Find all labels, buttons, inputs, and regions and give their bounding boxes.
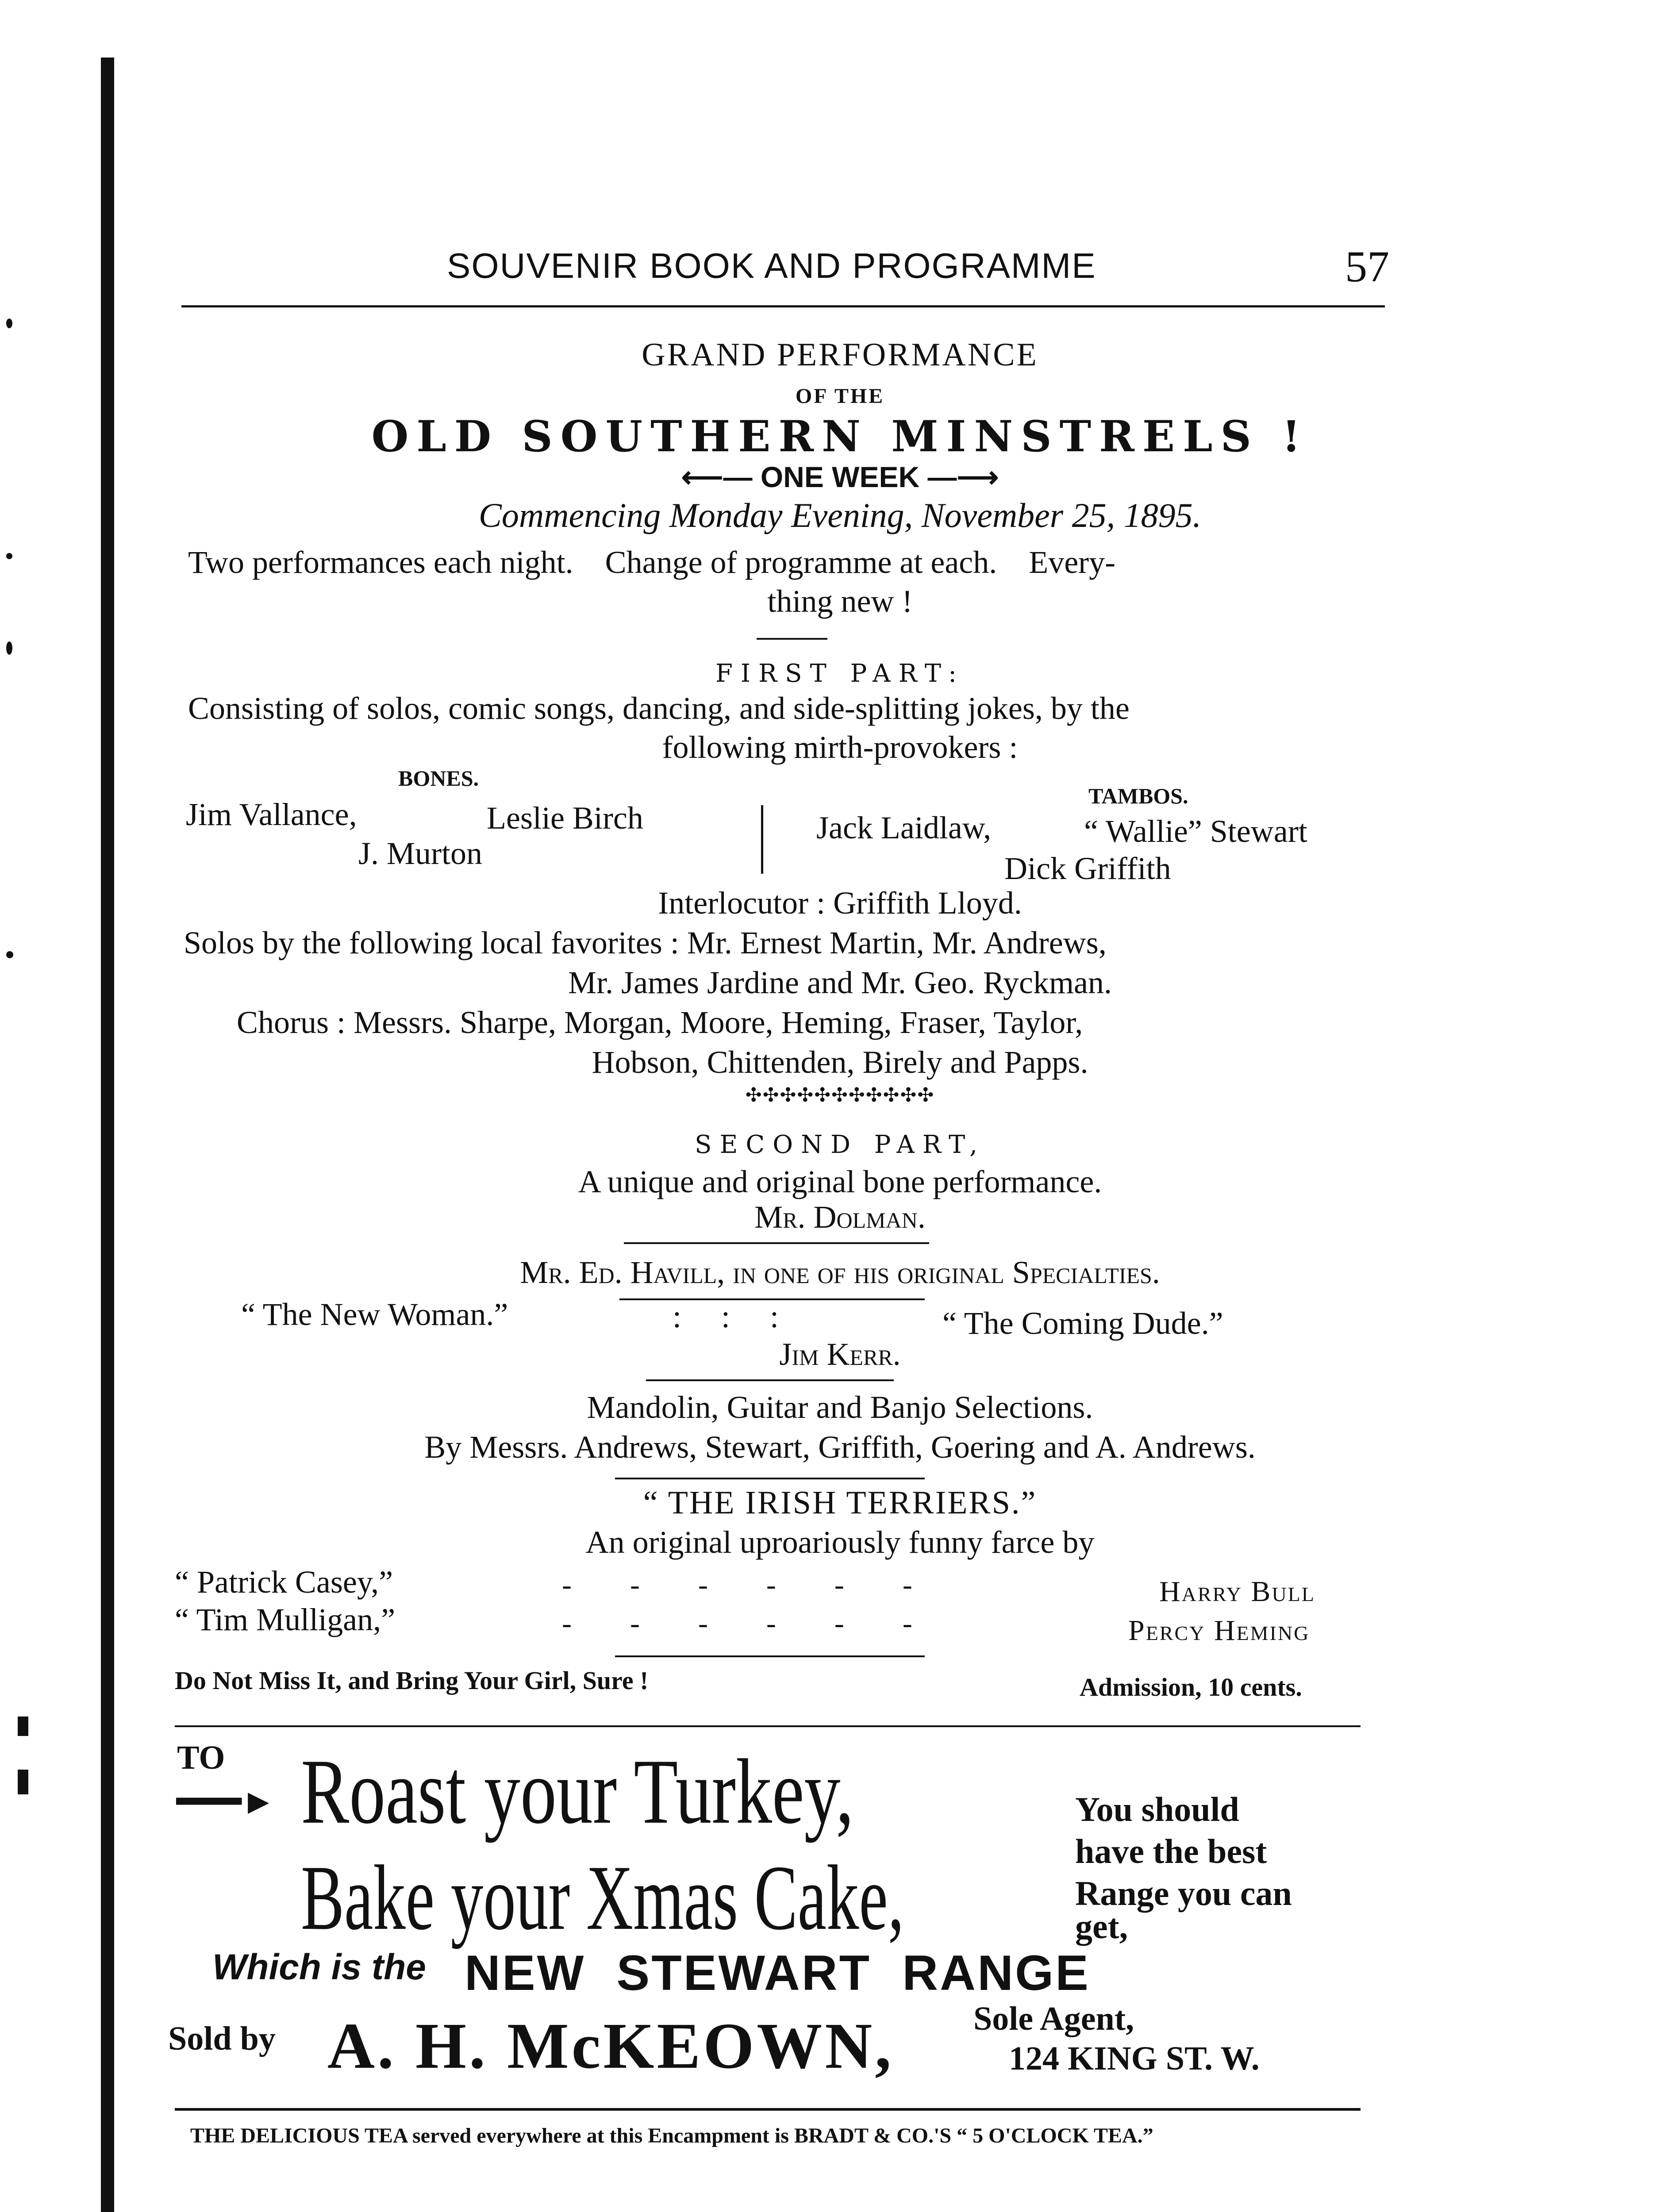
role-tim-mulligan: “ Tim Mulligan,”	[175, 1602, 396, 1637]
colon-separators: : : :	[673, 1299, 779, 1334]
solos-line-2: Mr. James Jardine and Mr. Geo. Ryckman.	[568, 965, 1112, 1000]
ad-bake-line	[301, 1845, 1163, 1951]
bones-name-2: Leslie Birch	[487, 800, 643, 836]
admission-price: Admission, 10 cents.	[1080, 1673, 1302, 1701]
bones-label: BONES.	[398, 766, 479, 791]
schedule-line-2: thing new !	[767, 584, 913, 619]
left-arrow-icon: ⟵—	[681, 461, 761, 493]
grand-performance-heading: GRAND PERFORMANCE	[642, 337, 1038, 373]
new-stewart-range: NEW STEWART RANGE	[465, 1945, 1090, 2001]
actor-harry-bull: Harry Bull	[1159, 1575, 1315, 1608]
kerr-performer: Jim Kerr.	[779, 1336, 901, 1372]
margin-speck	[6, 553, 12, 559]
margin-speck	[6, 951, 13, 958]
page-number: 57	[1345, 242, 1389, 291]
bones-name-1: Jim Vallance,	[186, 797, 357, 832]
short-rule	[757, 638, 827, 640]
section-rule	[175, 1725, 1361, 1727]
mandolin-performers: By Messrs. Andrews, Stewart, Griffith, Goering and A. Andrews.	[424, 1429, 1256, 1465]
margin-speck	[6, 319, 12, 328]
margin-mark	[18, 1770, 28, 1794]
chorus-line-2: Hobson, Chittenden, Birely and Papps.	[592, 1045, 1088, 1080]
roast-text: Roast your Turkey,	[301, 1740, 854, 1843]
first-part-intro-1: Consisting of solos, comic songs, dancing, and side-splitting jokes, by the	[188, 691, 1130, 726]
bones-name-3: J. Murton	[358, 836, 483, 871]
one-week-label	[0, 460, 1680, 494]
solos-line-1: Solos by the following local favorites : Mr. Ernest Martin, Mr. Andrews,	[184, 925, 1107, 960]
dash-leader-1: - - - - - -	[562, 1569, 912, 1601]
bone-performance: A unique and original bone performance.	[578, 1164, 1102, 1199]
tambos-name-3: Dick Griffith	[1004, 851, 1171, 886]
short-rule	[615, 1655, 925, 1657]
ad-side-3: Range you can	[1075, 1874, 1292, 1912]
farce-title: “ THE IRISH TERRIERS.”	[643, 1485, 1037, 1521]
dash-leader-2: - - - - - -	[562, 1607, 912, 1640]
do-not-miss: Do Not Miss It, and Bring Your Girl, Sure !	[175, 1666, 649, 1695]
bake-text: Bake your Xmas Cake,	[301, 1847, 904, 1949]
ad-roast-line	[301, 1739, 1010, 1845]
running-header: SOUVENIR BOOK AND PROGRAMME	[447, 246, 1096, 285]
sold-by-label: Sold by	[168, 2020, 276, 2057]
minstrels-title: OLD SOUTHERN MINSTRELS !	[371, 411, 1309, 461]
role-patrick-casey: “ Patrick Casey,”	[175, 1564, 393, 1600]
which-is-the: Which is the	[212, 1947, 426, 1987]
tambos-name-2: “ Wallie” Stewart	[1084, 814, 1307, 849]
footer-rule	[175, 2108, 1361, 2111]
dealer-address: 124 KING ST. W.	[1009, 2040, 1260, 2077]
short-rule	[624, 1242, 929, 1244]
actor-percy-heming: Percy Heming	[1128, 1614, 1310, 1647]
margin-mark	[18, 1717, 28, 1736]
new-woman-title: “ The New Woman.”	[241, 1297, 508, 1332]
sole-agent-label: Sole Agent,	[973, 2000, 1134, 2037]
margin-speck	[6, 641, 12, 655]
bone-performer: Mr. Dolman.	[754, 1199, 926, 1235]
dealer-name: A. H. McKEOWN,	[327, 2010, 894, 2082]
ad-to-label: TO	[177, 1739, 225, 1776]
tambos-name-1: Jack Laidlaw,	[816, 810, 992, 845]
pointing-hand-icon: ━━━►	[177, 1782, 276, 1821]
tea-footer: THE DELICIOUS TEA served everywhere at this Encampment is BRADT & CO.'S “ 5 O'CLOCK TEA.”	[190, 2124, 1153, 2147]
short-rule	[646, 1379, 894, 1381]
farce-description: An original uproariously funny farce by	[585, 1525, 1095, 1560]
commencing-date: Commencing Monday Evening, November 25, 1895.	[478, 496, 1202, 534]
second-part-heading: SECOND PART,	[695, 1130, 985, 1159]
havill-specialty: Mr. Ed. Havill, in one of his original Specialties.	[520, 1255, 1160, 1290]
ad-side-4: get,	[1075, 1907, 1128, 1946]
coming-dude-title: “ The Coming Dude.”	[942, 1306, 1223, 1341]
of-the-label: OF THE	[795, 384, 885, 408]
first-part-intro-2: following mirth-provokers :	[662, 730, 1018, 765]
tambos-label: TAMBOS.	[1088, 783, 1188, 808]
interlocutor: Interlocutor : Griffith Lloyd.	[658, 885, 1022, 921]
ad-side-2: have the best	[1075, 1832, 1267, 1870]
right-arrow-icon: —⟶	[919, 461, 999, 493]
ornament-divider: ✣✣✣✣✣✣✣✣✣✣✣	[745, 1084, 935, 1106]
ad-side-1: You should	[1075, 1790, 1239, 1828]
one-week-text: ONE WEEK	[760, 461, 920, 493]
header-rule	[181, 305, 1385, 307]
schedule-line-1: Two performances each night. Change of programme at each. Every-	[188, 545, 1116, 580]
mandolin-selections: Mandolin, Guitar and Banjo Selections.	[587, 1390, 1093, 1425]
short-rule	[615, 1478, 925, 1479]
first-part-heading: FIRST PART:	[715, 659, 965, 688]
column-divider	[761, 805, 763, 874]
chorus-line-1: Chorus : Messrs. Sharpe, Morgan, Moore, Heming, Fraser, Taylor,	[237, 1005, 1083, 1040]
